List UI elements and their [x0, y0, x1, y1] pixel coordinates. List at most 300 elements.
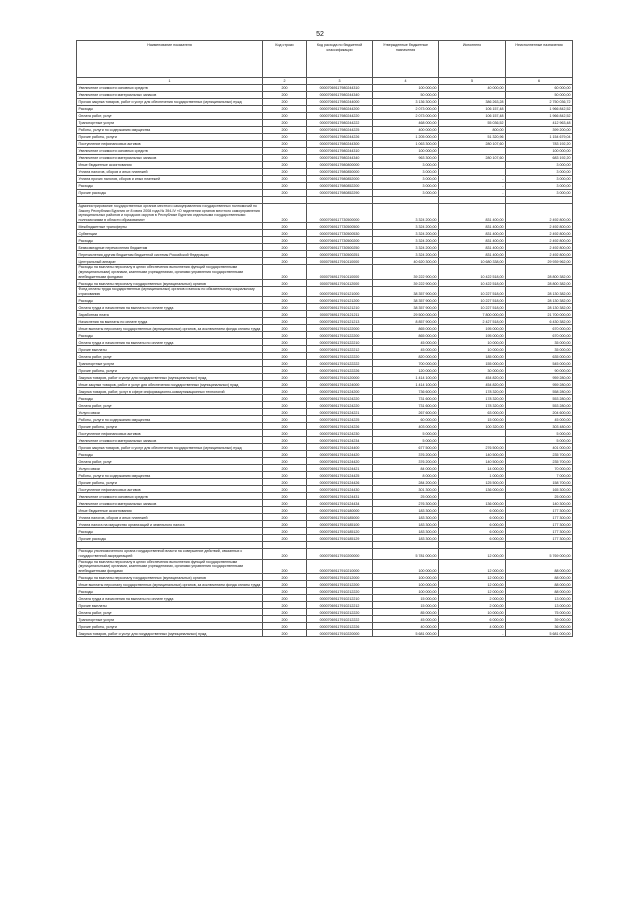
- row-executed: 6 000,00: [439, 521, 506, 528]
- row-line-code: 200: [263, 251, 307, 258]
- row-executed: 136 000,00: [439, 486, 506, 493]
- column-number-row: [77, 78, 573, 85]
- row-line-code: 200: [263, 630, 307, 637]
- row-executed: 125 500,00: [439, 479, 506, 486]
- row-expense-code: 00007069117730500250: [307, 244, 373, 251]
- table-row: [77, 287, 573, 297]
- row-expense-code: [307, 542, 373, 549]
- row-expense-code: 00007069117910110000: [307, 265, 373, 280]
- row-name: Оплата труда и начисления на выплаты по оплате труда: [77, 339, 263, 346]
- row-name: Увеличение стоимости основных средств: [77, 148, 263, 155]
- row-line-code: 200: [263, 549, 307, 559]
- table-row: [77, 311, 573, 318]
- row-approved: 3 324 200,00: [373, 230, 439, 237]
- row-name: Оплата работ, услуг: [77, 402, 263, 409]
- row-executed: 6 000,00: [439, 528, 506, 535]
- row-approved: 100 000,00: [373, 574, 439, 581]
- row-line-code: 200: [263, 559, 307, 574]
- table-row: [77, 148, 573, 155]
- row-line-code: 200: [263, 141, 307, 148]
- row-line-code: 200: [263, 127, 307, 134]
- row-name: Расходы уполномоченного органа государственной власти на совершение действий, связанных с государственной аккредитацией: [77, 549, 263, 559]
- table-row: [77, 155, 573, 162]
- row-unexecuted: 3 000,00: [506, 190, 573, 197]
- table-row: [77, 465, 573, 472]
- row-expense-code: 00007069117910121210: [307, 304, 373, 311]
- row-executed: 10 000,00: [439, 339, 506, 346]
- table-row: [77, 444, 573, 451]
- row-executed: [439, 493, 506, 500]
- row-executed: 280 107,60: [439, 141, 506, 148]
- table-row: [77, 258, 573, 265]
- row-approved: 963 300,00: [373, 155, 439, 162]
- table-row: [77, 479, 573, 486]
- column-number: 3: [307, 78, 373, 85]
- column-number: 4: [373, 78, 439, 85]
- table-row: [77, 616, 573, 623]
- row-executed: 2 000,00: [439, 595, 506, 602]
- row-unexecuted: 2 492 800,00: [506, 251, 573, 258]
- row-approved: 183 300,00: [373, 507, 439, 514]
- row-executed: -: [439, 190, 506, 197]
- row-executed: [439, 197, 506, 204]
- row-executed: 140 500,00: [439, 451, 506, 458]
- row-line-code: 200: [263, 367, 307, 374]
- row-unexecuted: 783 192,20: [506, 141, 573, 148]
- row-executed: 4 000,00: [439, 623, 506, 630]
- row-executed: 100 320,00: [439, 423, 506, 430]
- row-approved: 39 222 900,00: [373, 280, 439, 287]
- row-expense-code: 00007069117910124000: [307, 381, 373, 388]
- row-unexecuted: 88 000,00: [506, 559, 573, 574]
- table-row: [77, 507, 573, 514]
- row-name: Прочие выплаты: [77, 602, 263, 609]
- row-approved: 276 300,00: [373, 500, 439, 507]
- row-line-code: 200: [263, 574, 307, 581]
- row-expense-code: 00007069117910212212: [307, 602, 373, 609]
- row-name: Оплата труда и начисления на выплаты по оплате труда: [77, 304, 263, 311]
- row-line-code: 200: [263, 528, 307, 535]
- row-executed: 195 000,00: [439, 332, 506, 339]
- row-approved: [373, 197, 439, 204]
- table-row: [77, 528, 573, 535]
- row-line-code: 200: [263, 304, 307, 311]
- row-executed: 51 320,96: [439, 134, 506, 141]
- row-expense-code: 00007069117910124425: [307, 472, 373, 479]
- row-unexecuted: 25 000,00: [506, 493, 573, 500]
- row-expense-code: 00007069117910124426: [307, 479, 373, 486]
- row-line-code: 200: [263, 120, 307, 127]
- row-expense-code: 00007069117910212000: [307, 574, 373, 581]
- row-unexecuted: 177 300,00: [506, 521, 573, 528]
- row-unexecuted: 235 700,00: [506, 458, 573, 465]
- header-line-code: Код строки: [263, 41, 307, 78]
- row-unexecuted: 2 492 800,00: [506, 237, 573, 244]
- row-name: Увеличение стоимости материальных запасов: [77, 92, 263, 99]
- row-unexecuted: 75 000,00: [506, 609, 573, 616]
- row-executed: 1 000,00: [439, 472, 506, 479]
- row-name: Увеличение стоимости материальных запасов: [77, 155, 263, 162]
- row-expense-code: 00007069117910112000: [307, 280, 373, 287]
- row-approved: 39 222 900,00: [373, 265, 439, 280]
- row-unexecuted: 28 800 382,00: [506, 265, 573, 280]
- row-executed: 276 500,00: [439, 444, 506, 451]
- row-unexecuted: 235 700,00: [506, 451, 573, 458]
- row-unexecuted: 45 000,00: [506, 416, 573, 423]
- row-unexecuted: 2 492 800,00: [506, 223, 573, 230]
- row-name: Перечисления другим бюджетам бюджетной системы Российской Федерации: [77, 251, 263, 258]
- table-row: [77, 85, 573, 92]
- row-executed: 15 000,00: [439, 416, 506, 423]
- row-expense-code: 00007069117910122226: [307, 367, 373, 374]
- row-expense-code: 00007069117910185120: [307, 528, 373, 535]
- table-row: [77, 297, 573, 304]
- row-line-code: 200: [263, 602, 307, 609]
- row-expense-code: 00007069117910120000: [307, 374, 373, 381]
- row-line-code: 200: [263, 521, 307, 528]
- row-expense-code: 00007069117910121200: [307, 297, 373, 304]
- row-approved: 85 000,00: [373, 609, 439, 616]
- row-expense-code: 00007069117910124220: [307, 395, 373, 402]
- row-approved: 3 000,00: [373, 183, 439, 190]
- row-executed: 10 227 518,00: [439, 287, 506, 297]
- row-executed: 10 422 518,00: [439, 265, 506, 280]
- row-line-code: 200: [263, 148, 307, 155]
- row-line-code: 200: [263, 507, 307, 514]
- row-approved: 3 324 200,00: [373, 244, 439, 251]
- row-name: Прочая закупка товаров, работ и услуг для обеспечения государственных (муниципальных) нужд: [77, 99, 263, 106]
- row-executed: 140 500,00: [439, 458, 506, 465]
- row-name: Увеличение стоимости материальных запасов: [77, 500, 263, 507]
- row-unexecuted: 959 280,00: [506, 381, 573, 388]
- row-name: Увеличение стоимости материальных запасов: [77, 437, 263, 444]
- table-row: [77, 559, 573, 574]
- row-expense-code: 00007069117910212226: [307, 623, 373, 630]
- row-expense-code: 00007069117910200000: [307, 549, 373, 559]
- row-name: Расходы на выплаты персоналу в целях обеспечения выполнения функций государственными (муниципальными) органами, казенными учреждениями, органами управления государственными внебюджетными фондами: [77, 559, 263, 574]
- row-name: Расходы: [77, 332, 263, 339]
- row-approved: 1 205 000,00: [373, 134, 439, 141]
- row-line-code: 200: [263, 374, 307, 381]
- row-expense-code: 00007069117910122212: [307, 346, 373, 353]
- row-name: Транспортные услуги: [77, 120, 263, 127]
- header-approved: Утвержденные бюджетные назначения: [373, 41, 439, 78]
- row-line-code: 200: [263, 92, 307, 99]
- row-approved: 15 000,00: [373, 595, 439, 602]
- row-executed: 30 000,00: [439, 367, 506, 374]
- row-approved: 1 414 100,00: [373, 374, 439, 381]
- row-approved: 100 000,00: [373, 581, 439, 588]
- table-row: [77, 353, 573, 360]
- row-expense-code: 00007069117980244340: [307, 92, 373, 99]
- row-executed: 106 157,48: [439, 106, 506, 113]
- row-name: Расходы на выплаты персоналу государственных (муниципальных) органов: [77, 280, 263, 287]
- row-executed: 831 400,00: [439, 223, 506, 230]
- row-executed: 831 400,00: [439, 251, 506, 258]
- row-approved: 100 000,00: [373, 85, 439, 92]
- row-executed: -: [439, 183, 506, 190]
- row-line-code: 200: [263, 437, 307, 444]
- row-line-code: 200: [263, 223, 307, 230]
- row-executed: 106 157,48: [439, 113, 506, 120]
- row-approved: 301 300,00: [373, 486, 439, 493]
- row-approved: 5 681 000,00: [373, 630, 439, 637]
- row-expense-code: 00007069117730500251: [307, 251, 373, 258]
- row-line-code: 200: [263, 230, 307, 237]
- row-unexecuted: 1 966 842,52: [506, 113, 573, 120]
- row-executed: 10 227 518,00: [439, 297, 506, 304]
- row-executed: 185 000,00: [439, 353, 506, 360]
- row-executed: 6 000,00: [439, 514, 506, 521]
- row-approved: 284 200,00: [373, 479, 439, 486]
- row-line-code: 200: [263, 244, 307, 251]
- row-name: Иные бюджетные ассигнования: [77, 507, 263, 514]
- header-indicator-name: Наименование показателя: [77, 41, 263, 78]
- row-unexecuted: 5 769 000,00: [506, 549, 573, 559]
- row-expense-code: 00007069117980244220: [307, 113, 373, 120]
- row-approved: 40 620 300,00: [373, 258, 439, 265]
- column-number: 1: [77, 78, 263, 85]
- table-row: [77, 472, 573, 479]
- row-approved: 45 000,00: [373, 346, 439, 353]
- row-approved: 2 073 000,00: [373, 113, 439, 120]
- row-line-code: 200: [263, 204, 307, 223]
- row-expense-code: 00007069117910185129: [307, 535, 373, 542]
- row-line-code: 200: [263, 287, 307, 297]
- table-row: [77, 318, 573, 325]
- row-line-code: 200: [263, 430, 307, 437]
- row-name: Услуги связи: [77, 465, 263, 472]
- row-name: Расходы на выплаты персоналу государственных (муниципальных) органов: [77, 574, 263, 581]
- row-line-code: 200: [263, 609, 307, 616]
- row-unexecuted: 7 000,00: [506, 472, 573, 479]
- row-line-code: 200: [263, 588, 307, 595]
- table-row: [77, 623, 573, 630]
- row-approved: 3 000,00: [373, 190, 439, 197]
- row-expense-code: 00007069117910122222: [307, 360, 373, 367]
- row-approved: 3 324 200,00: [373, 251, 439, 258]
- row-executed: 10 680 338,00: [439, 258, 506, 265]
- row-approved: 183 300,00: [373, 521, 439, 528]
- row-expense-code: 00007069117910124200: [307, 388, 373, 395]
- table-row: [77, 190, 573, 197]
- table-row: [77, 381, 573, 388]
- table-row: [77, 602, 573, 609]
- row-name: Прочие работы, услуги: [77, 367, 263, 374]
- row-name: Расходы: [77, 297, 263, 304]
- row-line-code: 200: [263, 162, 307, 169]
- table-row: [77, 374, 573, 381]
- row-unexecuted: 2 750 036,72: [506, 99, 573, 106]
- row-line-code: 200: [263, 325, 307, 332]
- row-approved: 100 000,00: [373, 588, 439, 595]
- row-expense-code: 00007069117910212220: [307, 588, 373, 595]
- row-line-code: 200: [263, 99, 307, 106]
- table-row: [77, 500, 573, 507]
- row-name: Центральный аппарат: [77, 258, 263, 265]
- row-name: Закупка товаров, работ и услуг для государственных (муниципальных) нужд: [77, 630, 263, 637]
- row-expense-code: 00007069117910122000: [307, 325, 373, 332]
- row-unexecuted: 5 000,00: [506, 437, 573, 444]
- row-approved: 1 063 300,00: [373, 141, 439, 148]
- row-approved: 820 000,00: [373, 353, 439, 360]
- row-line-code: 200: [263, 258, 307, 265]
- row-name: Иные выплаты персоналу государственных (муниципальных) органов, за исключением фонда оплаты труда: [77, 325, 263, 332]
- row-executed: 10 000,00: [439, 609, 506, 616]
- row-unexecuted: 204 600,00: [506, 409, 573, 416]
- row-executed: 178 320,00: [439, 388, 506, 395]
- row-approved: 84 000,00: [373, 465, 439, 472]
- table-row: [77, 237, 573, 244]
- row-approved: 376 200,00: [373, 458, 439, 465]
- row-line-code: 200: [263, 451, 307, 458]
- row-unexecuted: 177 300,00: [506, 507, 573, 514]
- row-executed: 280 107,60: [439, 155, 506, 162]
- row-approved: 3 000,00: [373, 162, 439, 169]
- row-executed: 831 400,00: [439, 237, 506, 244]
- row-approved: 3 324 200,00: [373, 223, 439, 230]
- row-expense-code: 00007069117980244340: [307, 155, 373, 162]
- row-expense-code: 00007069117910124420: [307, 458, 373, 465]
- row-unexecuted: 683 192,20: [506, 155, 573, 162]
- row-expense-code: 00007069117910124230: [307, 430, 373, 437]
- row-expense-code: 00007069117910220000: [307, 630, 373, 637]
- row-unexecuted: 140 300,00: [506, 500, 573, 507]
- row-name: Работы, услуги по содержанию имущества: [77, 416, 263, 423]
- row-name: Уплата прочих налогов, сборов и иных платежей: [77, 176, 263, 183]
- row-name: Прочие расходы: [77, 190, 263, 197]
- table-row: [77, 451, 573, 458]
- row-approved: 5 781 000,00: [373, 549, 439, 559]
- row-unexecuted: 5 681 000,00: [506, 630, 573, 637]
- row-line-code: 200: [263, 346, 307, 353]
- row-expense-code: 00007069117910185000: [307, 514, 373, 521]
- row-line-code: 200: [263, 339, 307, 346]
- row-approved: 700 000,00: [373, 360, 439, 367]
- row-approved: 376 200,00: [373, 451, 439, 458]
- row-unexecuted: 3 000,00: [506, 183, 573, 190]
- row-name: Субвенции: [77, 230, 263, 237]
- row-name: Оплата работ, услуг: [77, 458, 263, 465]
- row-unexecuted: 13 000,00: [506, 595, 573, 602]
- row-line-code: 200: [263, 514, 307, 521]
- row-name: Расходы: [77, 183, 263, 190]
- table-row: [77, 244, 573, 251]
- row-executed: 6 000,00: [439, 507, 506, 514]
- row-name: Иные бюджетные ассигнования: [77, 162, 263, 169]
- row-line-code: 200: [263, 479, 307, 486]
- row-approved: 1 414 100,00: [373, 381, 439, 388]
- row-unexecuted: [506, 542, 573, 549]
- row-approved: [373, 542, 439, 549]
- row-approved: 15 000,00: [373, 602, 439, 609]
- column-number: 5: [439, 78, 506, 85]
- header-unexecuted: Неисполненные назначения: [506, 41, 573, 78]
- row-executed: 178 320,00: [439, 395, 506, 402]
- table-row: [77, 346, 573, 353]
- row-unexecuted: 1 154 679,04: [506, 134, 573, 141]
- row-expense-code: 00007069117910124421: [307, 465, 373, 472]
- row-expense-code: 00007069117980852200: [307, 183, 373, 190]
- row-name: Иные закупки товаров, работ и услуг для обеспечения государственных (муниципальных) нужд: [77, 381, 263, 388]
- row-expense-code: 00007069117910185100: [307, 521, 373, 528]
- row-name: Администрирование государственных органов местного самоуправления государственных полномочий по Закону Республики Бурятия от 8 июля 2008 года № 394-IV «О наделении органов местного самоуправления муниципальных районов и городских округов в Республике Бурятия отдельными государственными полномочиями в области образования»: [77, 204, 263, 223]
- row-name: Расходы: [77, 106, 263, 113]
- row-line-code: 200: [263, 237, 307, 244]
- row-executed: 10 422 518,00: [439, 280, 506, 287]
- row-unexecuted: 399 200,00: [506, 127, 573, 134]
- table-row: [77, 588, 573, 595]
- budget-execution-table: [76, 40, 573, 637]
- table-row: [77, 388, 573, 395]
- row-expense-code: 00007069117910212220: [307, 609, 373, 616]
- row-expense-code: 00007069117910124420: [307, 451, 373, 458]
- row-unexecuted: 60 000,00: [506, 85, 573, 92]
- row-expense-code: 00007069117730500530: [307, 230, 373, 237]
- row-expense-code: 00007069117980244310: [307, 85, 373, 92]
- row-unexecuted: 165 300,00: [506, 486, 573, 493]
- row-approved: 8 000,00: [373, 472, 439, 479]
- row-approved: 183 300,00: [373, 535, 439, 542]
- row-approved: 677 500,00: [373, 444, 439, 451]
- row-name: Поступление нефинансовых активов: [77, 486, 263, 493]
- row-unexecuted: 558 280,00: [506, 388, 573, 395]
- row-line-code: 200: [263, 465, 307, 472]
- row-expense-code: 00007069117730500500: [307, 223, 373, 230]
- row-expense-code: 00007069117910121211: [307, 311, 373, 318]
- row-name: Закупка товаров, работ и услуг для государственных (муниципальных) нужд: [77, 374, 263, 381]
- table-row: [77, 521, 573, 528]
- row-name: [77, 542, 263, 549]
- table-row: [77, 630, 573, 637]
- row-executed: 831 400,00: [439, 204, 506, 223]
- table-row: [77, 395, 573, 402]
- row-line-code: 200: [263, 381, 307, 388]
- row-executed: 136 000,00: [439, 500, 506, 507]
- row-executed: 63 000,00: [439, 409, 506, 416]
- table-row: [77, 332, 573, 339]
- row-approved: 60 000,00: [373, 416, 439, 423]
- row-name: Уплата налога на имущество организаций и земельного налога: [77, 521, 263, 528]
- row-name: Расходы на выплаты персоналу в целях обеспечения выполнения функций государственными (муниципальными) органами, казенными учреждениями, органами управления государственными внебюджетными фондами: [77, 265, 263, 280]
- table-row: [77, 535, 573, 542]
- row-line-code: 200: [263, 444, 307, 451]
- table-row: [77, 134, 573, 141]
- row-line-code: 200: [263, 265, 307, 280]
- row-approved: 183 300,00: [373, 528, 439, 535]
- row-unexecuted: 13 000,00: [506, 602, 573, 609]
- row-approved: 38 357 900,00: [373, 304, 439, 311]
- row-expense-code: 00007069117910121000: [307, 287, 373, 297]
- table-row: [77, 230, 573, 237]
- column-number: 2: [263, 78, 307, 85]
- row-line-code: 200: [263, 535, 307, 542]
- row-expense-code: 00007069117910212210: [307, 595, 373, 602]
- row-unexecuted: 1 966 842,52: [506, 106, 573, 113]
- row-line-code: 200: [263, 616, 307, 623]
- row-name: Уплата налогов, сборов и иных платежей: [77, 169, 263, 176]
- row-unexecuted: 88 000,00: [506, 581, 573, 588]
- table-row: [77, 549, 573, 559]
- row-approved: 3 324 200,00: [373, 237, 439, 244]
- row-expense-code: 00007069117910124434: [307, 500, 373, 507]
- row-approved: 183 300,00: [373, 514, 439, 521]
- row-approved: 3 324 200,00: [373, 204, 439, 223]
- row-name: Работы, услуги по содержанию имущества: [77, 472, 263, 479]
- row-name: Транспортные услуги: [77, 360, 263, 367]
- row-name: Услуги связи: [77, 409, 263, 416]
- row-approved: 400 000,00: [373, 127, 439, 134]
